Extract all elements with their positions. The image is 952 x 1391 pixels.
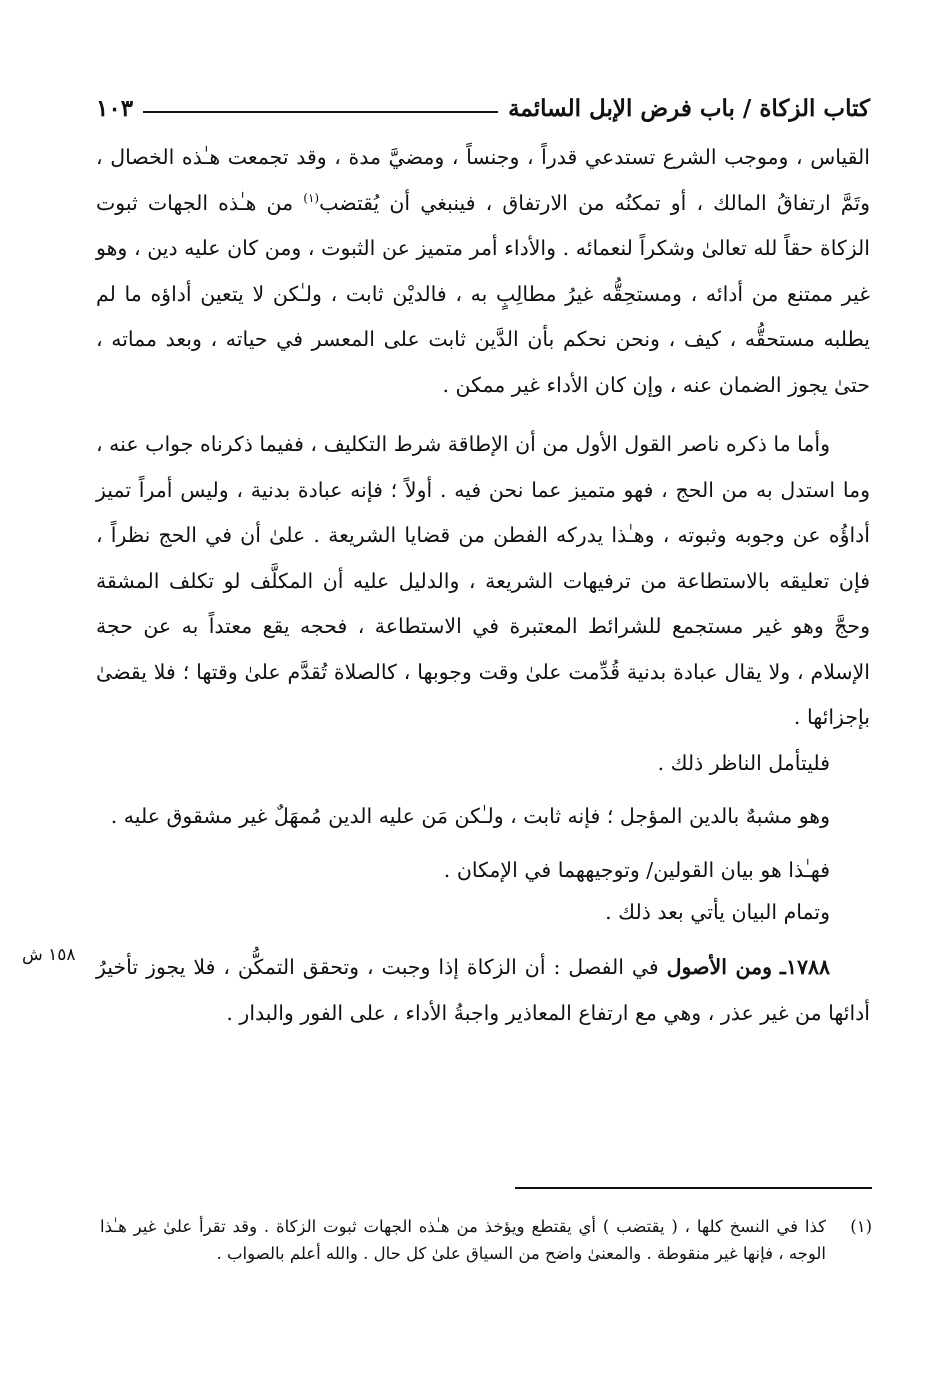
paragraph-7	[96, 945, 870, 1036]
page-number: ١٠٣	[96, 95, 134, 122]
main-text	[96, 135, 870, 1036]
paragraph-6: وتمام البيان يأتي بعد ذلك .	[605, 900, 830, 924]
footnote-text: كذا في النسخ كلها ، ( يقتضب ) أي يقتطع ويؤخذ من هـٰذه الجهات ثبوت الزكاة . وقد تقرأ علىٰ غير هـٰذا الوجه ، فإنها غير منقوطة . والمعنىٰ واضح من السياق علىٰ كل حال . والله أعلم بالصواب .	[100, 1217, 826, 1263]
paragraph-5: فهـٰذا هو بيان القولين/ وتوجيههما في الإمكان .	[443, 857, 830, 882]
paragraph-1-text: القياس ، وموجب الشرع تستدعي قدراً ، وجنساً ، ومضيَّ مدة ، وقد تجمعت هـٰذه الخصال ، وتَمَّ ارتفاقُ المالك ، أو تمكنُه من الارتفاق ، فينبغي أن يُقتضب	[96, 145, 870, 215]
paragraph-1-continued: من هـٰذه الجهات ثبوت الزكاة حقاً لله تعالىٰ وشكراً لنعمائه . والأداء أمر متميز عن الثبوت ، ومن كان عليه دين ، وهو غير ممتنع من أدائه ، ومستحِقُّه غيرُ مطالِبٍ به ، فالديْن ثابت ، ولـٰكن لا يتعين أداؤه ما لم يطلبه مستحقُّه ، كيف ، ونحن نحكم بأن الدَّين ثابت على المعسر في حياته ، وبعد مماته ، حتىٰ يجوز الضمان عنه ، وإن كان الأداء غير ممكن .	[96, 190, 870, 397]
paragraph-2: وأما ما ذكره ناصر القول الأول من أن الإطاقة شرط التكليف ، ففيما ذكرناه جواب عنه ، وما استدل به من الحج ، فهو متميز عما نحن فيه . أولاً ؛ فإنه عبادة بدنية ، وليس أمراً تميز أداؤُه عن وجوبه وثبوته ، وهـٰذا يدركه الفطن من قضايا الشريعة . علىٰ أن في الحج نظراً ، فإن تعليقه بالاستطاعة من ترفيهات الشريعة ، والدليل عليه أن المكلَّف لو تكلف المشقة وحجَّ وهو غير مستجمع للشرائط المعتبرة في الاستطاعة ، فحجه يقع معتداً به عن حجة الإسلام ، ولا يقال عبادة بدنية قُدِّمت علىٰ وقت وجوبها ، كالصلاة تُقدَّم علىٰ وقتها ؛ فلا يقضىٰ بإجزائها .	[96, 432, 870, 729]
paragraph-3: فليتأمل الناظر ذلك .	[657, 750, 830, 775]
section-number: ١٧٨٨ـ	[779, 955, 830, 979]
footnote-marker: (١)	[303, 190, 320, 205]
paragraph-7-text: في الفصل : أن الزكاة إذا وجبت ، وتحقق التمكُّن ، فلا يجوز تأخيرُ أدائها من غير عذر ، وهي مع ارتفاع المعاذير واجبةُ الأداء ، على الفور والبدار .	[96, 955, 870, 1025]
footnote-number: (١)	[850, 1217, 872, 1236]
running-header	[96, 88, 870, 122]
section-heading: ومن الأصول	[666, 955, 772, 979]
manuscript-folio-note: ١٥٨ ش	[22, 945, 76, 965]
paragraph-4: وهو مشبهٌ بالدين المؤجل ؛ فإنه ثابت ، ولـٰكن مَن عليه الدين مُمهَلٌ غير مشقوق عليه .	[110, 804, 830, 828]
paragraph-1	[96, 135, 870, 408]
footnote	[100, 1213, 872, 1267]
footnote-separator	[515, 1187, 872, 1189]
header-rule	[143, 111, 498, 113]
chapter-title: كتاب الزكاة / باب فرض الإبل السائمة	[508, 95, 870, 122]
